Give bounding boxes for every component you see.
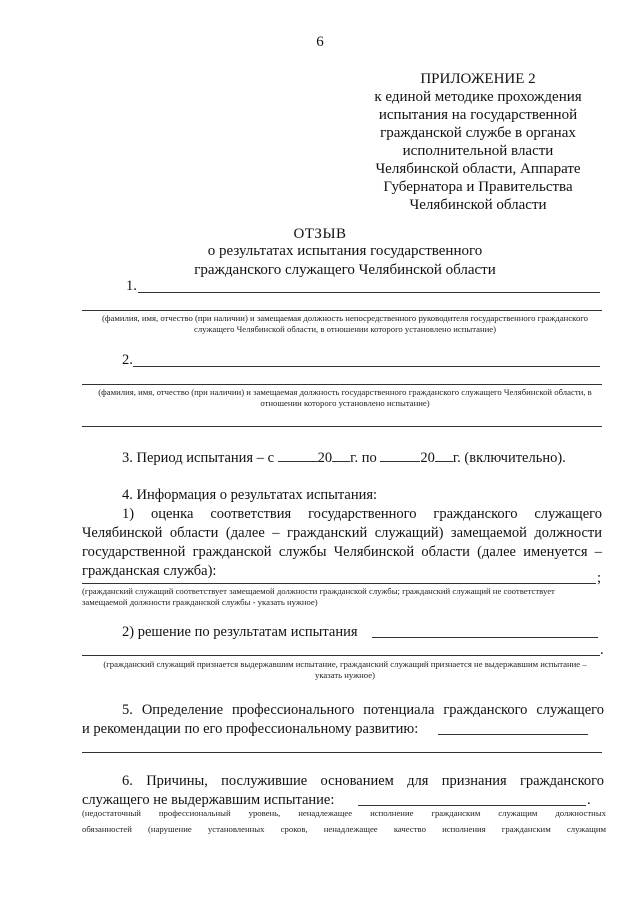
section4-item1-text xyxy=(82,505,602,581)
appendix-line: исполнительной власти xyxy=(402,143,554,159)
period-end-year-blank[interactable] xyxy=(435,449,453,462)
section6-caption-line: обязанностей (нарушение установленных сроков, ненадлежащее качество исполнения гражданским служащим xyxy=(82,824,606,834)
appendix-block xyxy=(350,70,606,214)
field1-input-line-2[interactable] xyxy=(82,310,602,311)
field2-input-line[interactable] xyxy=(133,366,600,367)
document-title: ОТЗЫВ xyxy=(293,226,347,242)
page-number: 6 xyxy=(316,34,324,50)
period-row xyxy=(122,449,566,468)
appendix-line: гражданской службе в органах xyxy=(380,125,576,141)
document-subtitle xyxy=(130,242,560,280)
period-prefix: 3. Период испытания – с xyxy=(122,450,275,466)
appendix-line: Челябинской области xyxy=(409,197,547,213)
section5-line: и рекомендации по его профессиональному развитию: xyxy=(82,721,419,737)
section4-item1-last: гражданская служба): xyxy=(82,563,217,579)
period-start-year-blank[interactable] xyxy=(332,449,350,462)
section4-item2-input-line[interactable] xyxy=(372,637,598,638)
appendix-line: испытания на государственной xyxy=(378,107,578,123)
section4-item1-input-line[interactable] xyxy=(82,583,596,584)
section5-input-line[interactable] xyxy=(438,734,588,735)
period-year1: 20 xyxy=(317,450,333,466)
section4-heading: 4. Информация о результатах испытания: xyxy=(122,487,378,503)
field2-input-line-2[interactable] xyxy=(82,384,602,385)
section6-caption xyxy=(82,808,606,835)
field2-input-line-3[interactable] xyxy=(82,426,602,427)
period-suffix: г. (включительно). xyxy=(452,450,566,466)
subtitle-line: о результатах испытания государственного xyxy=(207,243,483,259)
section4-item1-line: государственной гражданской службы Челябинской области (далее именуется – xyxy=(82,544,602,560)
section5-input-line-2[interactable] xyxy=(82,752,602,753)
field1-input-line[interactable] xyxy=(138,292,600,293)
field1-number: 1. xyxy=(126,278,137,294)
section4-item2-input-line-2[interactable] xyxy=(82,655,600,656)
field1-caption: (фамилия, имя, отчество (при наличии) и замещаемая должность непосредственного руководителя государственного гражданского служащего Челябинской области, в отношении которого установлено испытание) xyxy=(101,313,588,334)
section4-item2-caption: (гражданский служащий признается выдержавшим испытание, гражданский служащий признается не выдержавшим испытание – указать нужное) xyxy=(103,659,587,680)
section4-item1-semicolon: ; xyxy=(597,570,602,586)
section6-period: . xyxy=(587,792,591,808)
subtitle-line: гражданского служащего Челябинской области xyxy=(194,262,496,278)
appendix-line: Губернатора и Правительства xyxy=(383,179,573,195)
section4-item2-period: . xyxy=(600,642,604,658)
appendix-line: к единой методике прохождения xyxy=(374,89,582,105)
period-mid: г. по xyxy=(350,450,377,466)
period-start-blank[interactable] xyxy=(278,449,318,462)
field2-caption: (фамилия, имя, отчество (при наличии) и замещаемая должность государственного гражданского служащего Челябинской области, в отношении которого установлено испытание) xyxy=(98,387,592,408)
section4-item1-line: 1) оценка соответствия государственного гражданского служащего xyxy=(122,506,602,522)
section6-line: служащего не выдержавшим испытание: xyxy=(82,792,335,808)
section4-item1-line: Челябинской области (далее – гражданский служащий) замещаемой должности xyxy=(82,525,602,541)
section6-input-line[interactable] xyxy=(358,805,586,806)
period-year2: 20 xyxy=(420,450,435,466)
section5-line: 5. Определение профессионального потенциала гражданского служащего xyxy=(122,702,604,718)
section4-item1-caption: (гражданский служащий соответствует замещаемой должности гражданской службы; гражданский служащий не соответствует замещаемой должности гражданской службы - указать нужное) xyxy=(82,586,555,607)
appendix-line: Челябинской области, Аппарате xyxy=(375,161,581,177)
field2-number: 2. xyxy=(122,352,133,368)
section6-line: 6. Причины, послужившие основанием для признания гражданского xyxy=(122,773,604,789)
period-end-blank[interactable] xyxy=(380,449,420,462)
appendix-heading: ПРИЛОЖЕНИЕ 2 xyxy=(420,71,536,87)
section4-item2-label: 2) решение по результатам испытания xyxy=(122,624,358,640)
section6-caption-line: (недостаточный профессиональный уровень, ненадлежащее исполнение гражданским служащим должностных xyxy=(82,808,606,818)
